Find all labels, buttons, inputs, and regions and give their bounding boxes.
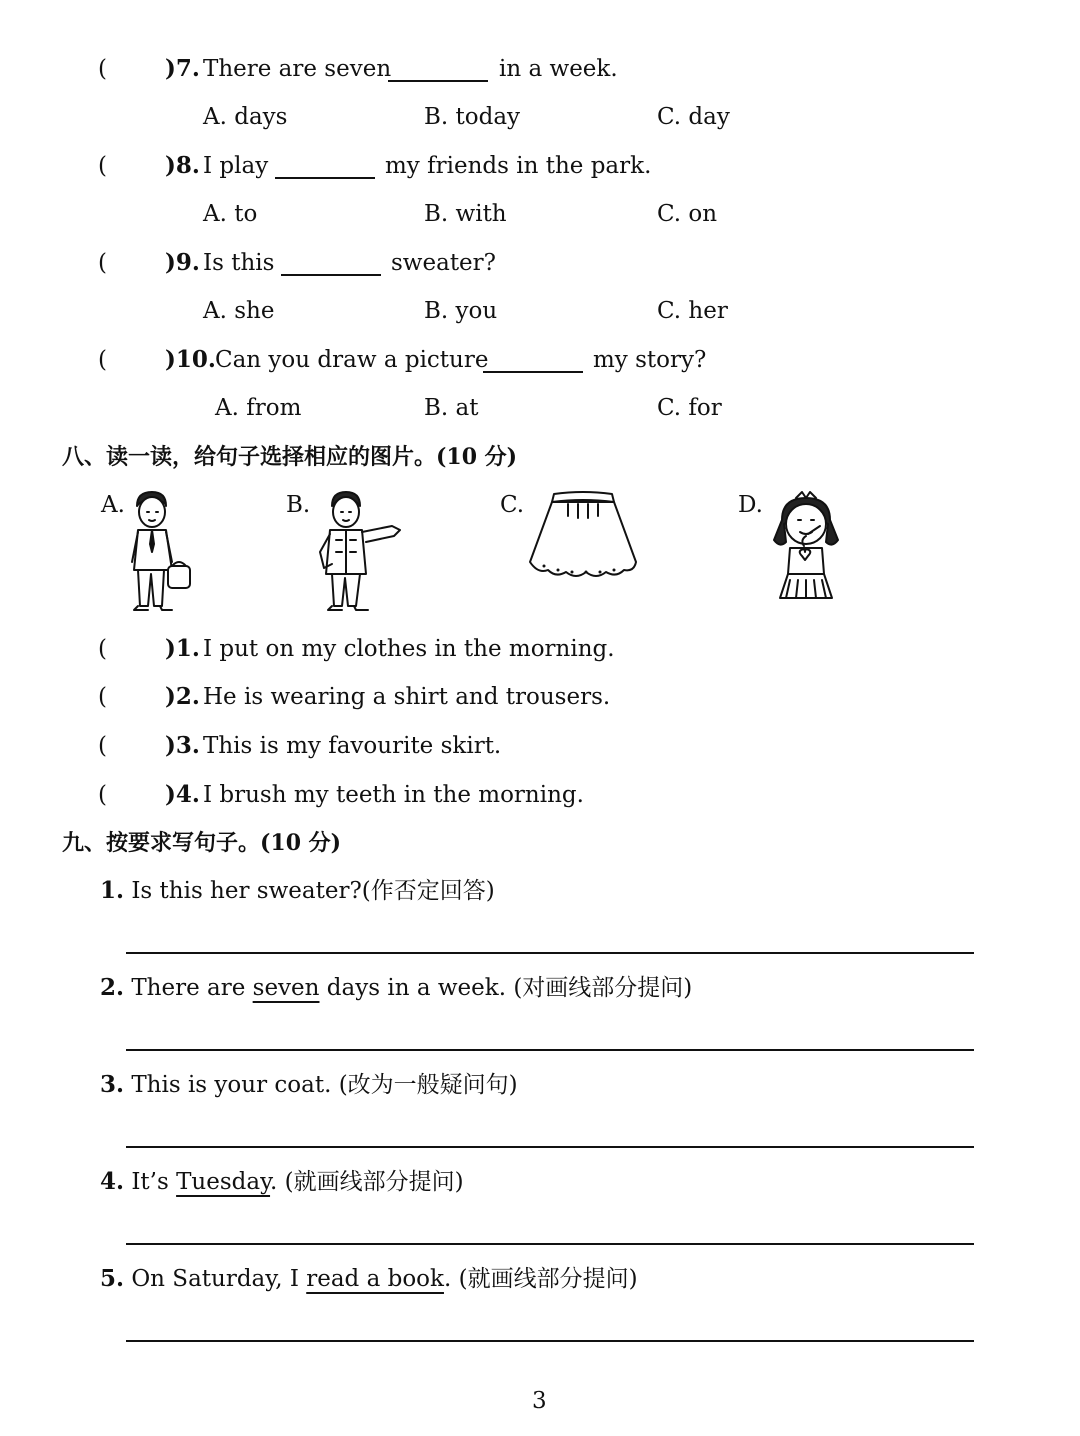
underlined-part: seven xyxy=(252,975,320,1001)
item-instruction: (作否定回答) xyxy=(361,878,495,904)
option-b: B. with xyxy=(424,201,507,227)
item-instruction: (就画线部分提问) xyxy=(284,1169,464,1195)
item-number: 2. xyxy=(100,974,125,1001)
question-number: )7. xyxy=(165,55,200,82)
underlined-part: read a book xyxy=(306,1266,444,1292)
option-a: A. to xyxy=(203,201,258,227)
s9-item-5 xyxy=(100,1264,638,1294)
answer-paren-open: ( xyxy=(98,347,107,373)
item-instruction: (改为一般疑问句) xyxy=(338,1072,518,1098)
option-b: B. today xyxy=(424,104,521,130)
question-text-before: Is this xyxy=(203,250,275,276)
option-c: C. for xyxy=(657,395,722,421)
picture-label-c: C. xyxy=(500,492,525,518)
option-c: C. day xyxy=(657,104,730,130)
question-text-before: Can you draw a picture xyxy=(215,347,489,373)
s9-item-3 xyxy=(100,1070,518,1100)
item-text: Is this her sweater? xyxy=(131,878,362,904)
question-text-after: in a week. xyxy=(499,56,618,82)
option-b: B. you xyxy=(424,298,498,324)
answer-paren-open: ( xyxy=(98,153,107,179)
section-9-title: 九、按要求写句子。(10 分) xyxy=(62,830,342,856)
underlined-part: Tuesday xyxy=(176,1169,271,1195)
question-text: I put on my clothes in the morning. xyxy=(203,636,615,662)
item-number: 3. xyxy=(100,1071,125,1098)
question-number: )3. xyxy=(165,732,200,759)
question-text-after: my story? xyxy=(593,347,707,373)
picture-child-putting-on-coat xyxy=(314,490,404,614)
item-text-before: It’s xyxy=(131,1169,177,1195)
answer-line[interactable] xyxy=(126,952,974,954)
question-text-after: my friends in the park. xyxy=(385,153,652,179)
answer-paren-open: ( xyxy=(98,733,107,759)
item-text-before: On Saturday, I xyxy=(131,1266,307,1292)
question-number: )8. xyxy=(165,152,200,179)
page-number: 3 xyxy=(532,1388,547,1414)
answer-blank[interactable] xyxy=(275,157,375,179)
item-text-before: There are xyxy=(131,975,253,1001)
s9-item-2 xyxy=(100,973,692,1003)
answer-line[interactable] xyxy=(126,1146,974,1148)
answer-line[interactable] xyxy=(126,1340,974,1342)
question-text-before: There are seven xyxy=(203,56,392,82)
answer-blank[interactable] xyxy=(281,254,381,276)
picture-label-b: B. xyxy=(286,492,311,518)
question-text: He is wearing a shirt and trousers. xyxy=(203,684,611,710)
answer-paren-open: ( xyxy=(98,250,107,276)
section-8-title: 八、读一读，给句子选择相应的图片。(10 分) xyxy=(62,444,518,470)
answer-paren-open: ( xyxy=(98,782,107,808)
picture-boy-shirt-trousers xyxy=(128,490,194,614)
question-text: This is my favourite skirt. xyxy=(203,733,502,759)
item-text-after: . xyxy=(270,1169,278,1195)
answer-paren-open: ( xyxy=(98,56,107,82)
question-text-after: sweater? xyxy=(391,250,496,276)
question-number: )10. xyxy=(165,346,216,373)
item-number: 5. xyxy=(100,1265,125,1292)
question-number: )4. xyxy=(165,781,200,808)
option-a: A. she xyxy=(203,298,275,324)
option-c: C. on xyxy=(657,201,718,227)
item-number: 1. xyxy=(100,877,125,904)
answer-blank[interactable] xyxy=(388,60,488,82)
item-text-after: . xyxy=(443,1266,452,1292)
item-instruction: (就画线部分提问) xyxy=(458,1266,638,1292)
question-number: )2. xyxy=(165,683,200,710)
s9-item-4 xyxy=(100,1167,464,1197)
question-text-before: I play xyxy=(203,153,269,179)
item-text: This is your coat. xyxy=(131,1072,332,1098)
picture-skirt xyxy=(528,490,638,580)
option-c: C. her xyxy=(657,298,728,324)
answer-paren-open: ( xyxy=(98,636,107,662)
item-instruction: (对画线部分提问) xyxy=(513,975,693,1001)
picture-girl-brushing-teeth xyxy=(768,490,844,606)
picture-label-a: A. xyxy=(101,492,125,518)
item-number: 4. xyxy=(100,1168,125,1195)
answer-line[interactable] xyxy=(126,1049,974,1051)
answer-paren-open: ( xyxy=(98,684,107,710)
question-number: )9. xyxy=(165,249,200,276)
option-a: A. from xyxy=(215,395,302,421)
option-a: A. days xyxy=(203,104,288,130)
answer-line[interactable] xyxy=(126,1243,974,1245)
answer-blank[interactable] xyxy=(483,351,583,373)
option-b: B. at xyxy=(424,395,479,421)
question-text: I brush my teeth in the morning. xyxy=(203,782,584,808)
item-text-after: days in a week. xyxy=(319,975,506,1001)
picture-label-d: D. xyxy=(738,492,763,518)
question-number: )1. xyxy=(165,635,200,662)
s9-item-1 xyxy=(100,876,495,906)
